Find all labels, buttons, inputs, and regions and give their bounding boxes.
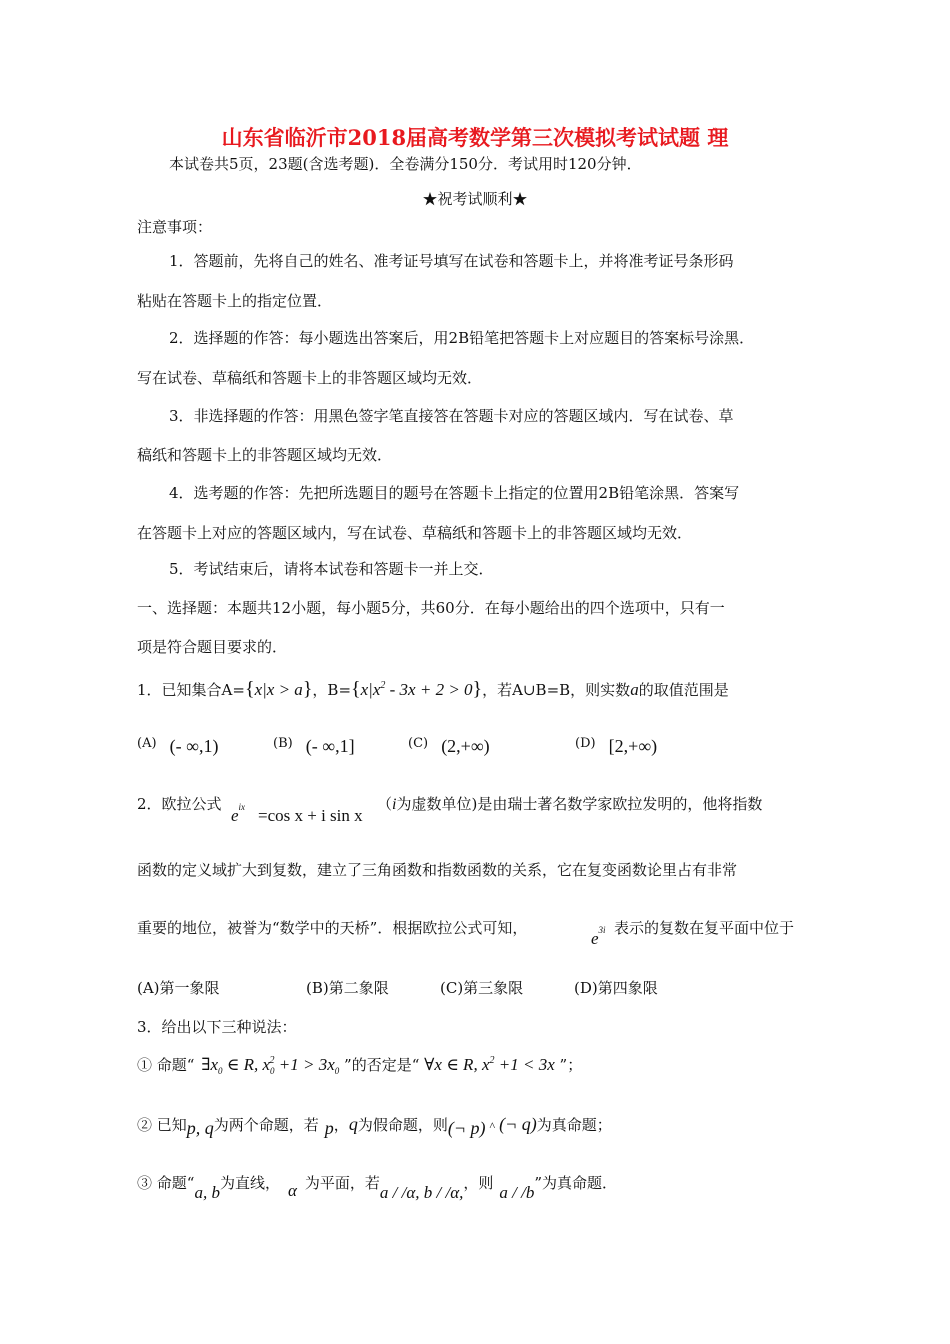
exam-intro: 本试卷共5页，23题(含选考题)．全卷满分150分．考试用时120分钟． [169,155,642,173]
q2-euler-formula: =cos x + i sin x [258,806,363,825]
q3-s2-pre: ② 已知 [137,1116,187,1134]
q2-option-d: (D)第四象限 [574,979,658,997]
exam-wish: ★祝考试顺利★ [422,190,528,208]
q3-s2-not-p: (¬ p) [447,1118,486,1138]
q3-s1-math-1 [201,1055,339,1074]
q1-tail-post: 的取值范围是 [638,681,729,699]
section-1-line-1: 一、选择题：本题共12小题，每小题5分，共60分．在每小题给出的四个选项中，只有一 [137,599,725,617]
q2-note-open: （ [377,795,393,813]
q3-s3-end: ”为真命题． [534,1174,618,1192]
q1-brace-close-b: } [472,678,483,700]
q3-s2-not-q: (¬ q) [499,1114,537,1134]
page-title: 山东省临沂市2018届高考数学第三次模拟考试试题 理 [221,125,729,150]
q2-e3-exp: 3i [598,925,606,935]
question-1-stem [137,678,729,701]
q3-s3-ab: a, b [194,1183,220,1202]
q1-option-c [408,736,490,757]
q1-lead: 1．已知集合A= [137,681,245,699]
q2-option-a: (A)第一象限 [137,979,220,997]
q2-line-2: 函数的定义域扩大到复数，建立了三角函数和指数函数的关系，它在复变函数论里占有非常 [137,861,738,879]
q1-brace-open-b: { [351,678,361,700]
q3-s2-c: 为真命题； [536,1116,612,1134]
q3-s3-a: 为直线， [219,1174,280,1192]
q3-s1-mid: ”的否定是“ [344,1056,420,1074]
q3-s2-a: 为两个命题，若 [213,1116,319,1134]
q1-option-d-label: (D) [575,736,596,751]
q1-option-a-label: (A) [137,736,157,751]
notice-1-line-1: 1．答题前，先将自己的姓名、准考证号填写在试卷和答题卡上，并将准考证号条形码 [169,252,734,270]
q1-option-a-math: (- ∞,1) [169,736,219,756]
q1-brace-close-a: } [302,678,313,700]
q3-s1-sub0: 0 [218,1066,223,1076]
notice-3-line-1: 3．非选择题的作答：用黑色签字笔直接答在答题卡对应的答题区域内．写在试卷、草 [169,407,734,425]
q3-statement-2 [137,1114,612,1138]
q2-lead: 2．欧拉公式 [137,795,222,813]
q1-option-d [575,736,657,757]
q3-s1-sup1: 2 [269,1055,275,1066]
q3-s1-sub1: 0 [270,1066,275,1076]
q3-s3-b: 为平面，若 [304,1174,380,1192]
q1-option-d-math: [2,+∞) [608,736,658,756]
q2-line-3-tail: 表示的复数在复平面中位于 [614,919,795,937]
q3-s2-pq: p, q [186,1118,214,1138]
q1-option-c-label: (C) [408,736,429,751]
q1-set-a: x|x > a [254,680,303,699]
q2-line-3: 重要的地位，被誉为“数学中的天桥”．根据欧拉公式可知， [137,919,528,937]
q3-s1-ineq: +1 > 3x [274,1055,335,1074]
q2-e3-base: e [591,929,599,948]
q1-set-b-post: - 3x + 2 > 0 [385,680,473,699]
section-1-line-2: 项是符合题目要求的． [137,638,288,656]
q1-option-b-math: (- ∞,1] [305,736,355,756]
q1-mid: ，B= [312,681,352,699]
q3-s1-neg-ineq: +1 < 3x [494,1055,555,1074]
q1-option-a [137,736,218,757]
q1-set-b [361,680,473,699]
q2-note-var: i [392,796,397,813]
q3-s2-q: q [348,1114,358,1134]
q3-s3-c: ，则 [463,1174,494,1192]
notice-2-line-1: 2．选择题的作答：每小题选出答案后，用2B铅笔把答题卡上对应题目的答案标号涂黑． [169,329,755,347]
q3-s3-alpha: α [287,1181,297,1200]
q3-statement-1 [137,1054,582,1075]
q2-note-text: 为虚数单位)是由瑞士著名数学家欧拉发明的，他将指数 [396,795,763,813]
q3-s2-and: ^ [489,1119,496,1133]
q3-lead: 3．给出以下三种说法： [137,1018,297,1036]
q1-set-b-pre: x|x [360,680,381,699]
q3-s1-end: ”； [559,1056,583,1074]
q2-euler-e [231,802,246,826]
q1-var: a [630,680,639,699]
notice-2-line-2: 写在试卷、草稿纸和答题卡上的非答题区域均无效． [137,369,483,387]
notice-3-line-2: 稿纸和答题卡上的非答题区域均无效． [137,446,393,464]
q3-s1-forall: ∀x ∈ R, x [424,1055,490,1074]
q3-s3-res: a / /b [499,1183,535,1202]
q2-exp: ix [238,802,246,812]
q2-e: e [231,806,239,825]
q1-option-b [273,736,355,757]
q3-s2-b: 为假命题，则 [357,1116,448,1134]
notice-4-line-2: 在答题卡上对应的答题区域内，写在试卷、草稿纸和答题卡上的非答题区域均无效． [137,524,693,542]
q3-s1-in-r: ∈ R, x [222,1055,271,1074]
q3-s3-cond: a / /α, b / /α, [379,1183,464,1202]
q3-s1-exists: ∃x [201,1055,218,1074]
q3-s3-pre: ③ 命题“ [137,1174,195,1192]
q3-s1-pre: ① 命题“ [137,1056,195,1074]
q3-s2-comma: ， [333,1116,349,1134]
q1-brace-open-a: { [244,678,255,700]
q2-note [377,793,762,814]
notice-1-line-2: 粘贴在答题卡上的指定位置． [137,292,333,310]
q3-s1-math-2 [424,1055,555,1074]
q3-s2-p: p [324,1118,334,1138]
q1-option-c-math: (2,+∞) [441,736,490,756]
q3-s1-sup2: 2 [489,1055,495,1066]
notice-heading: 注意事项： [137,218,213,236]
q1-tail-pre: ，若A∪B=B，则实数 [482,681,631,699]
q2-option-c: (C)第三象限 [440,979,524,997]
notice-4-line-1: 4．选考题的作答：先把所选题目的题号在答题卡上指定的位置用2B铅笔涂黑．答案写 [169,484,740,502]
q3-statement-3 [137,1172,618,1202]
q3-s1-sub2: 0 [334,1066,340,1076]
notice-5-line-1: 5．考试结束后，请将本试卷和答题卡一并上交． [169,560,494,578]
q1-option-b-label: (B) [273,736,293,751]
q2-option-b: (B)第二象限 [306,979,389,997]
q2-e3 [591,925,606,949]
q1-set-b-exp: 2 [380,680,386,691]
